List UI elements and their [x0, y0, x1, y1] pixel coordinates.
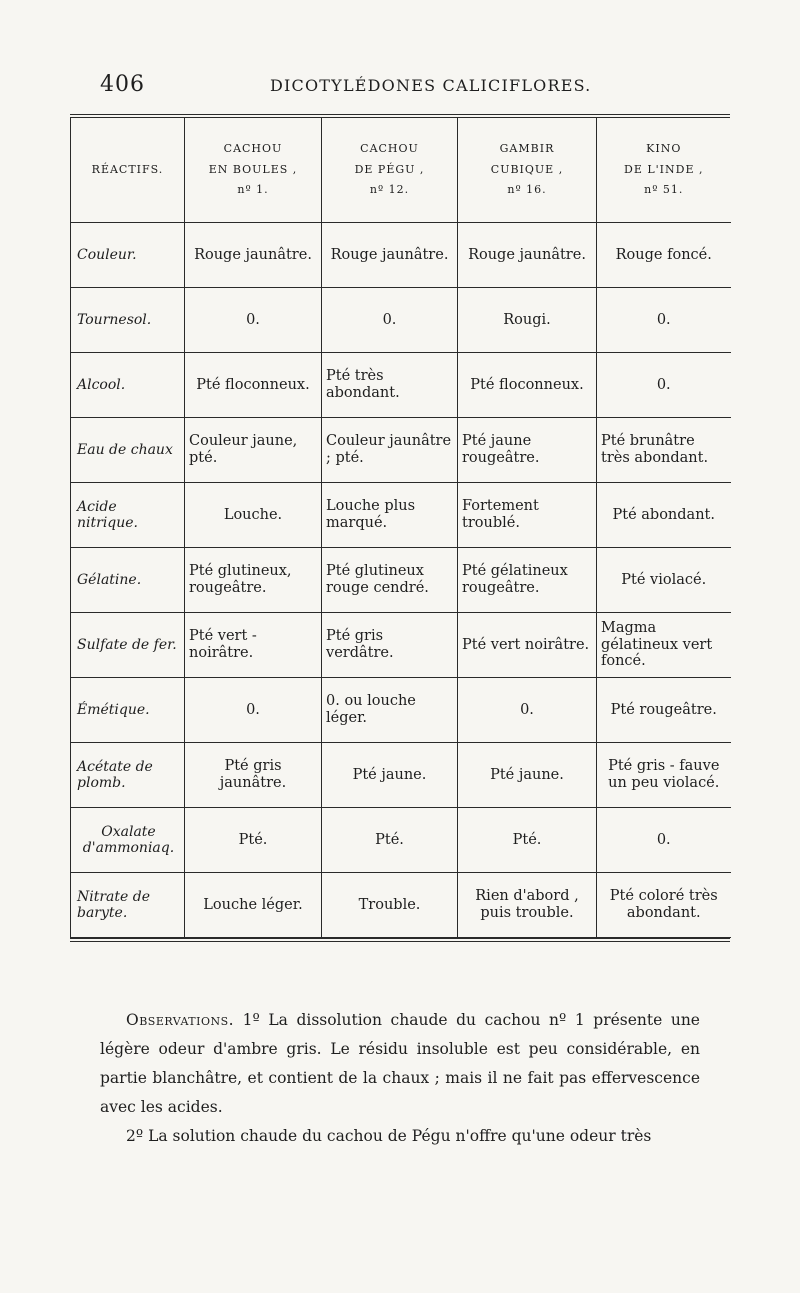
table-cell: Pté gris verdâtre. [322, 613, 458, 678]
table-cell: Rougi. [458, 288, 597, 353]
table-cell: Pté très abondant. [322, 353, 458, 418]
table-cell: Pté vert - noirâtre. [185, 613, 322, 678]
reagent-cell: Tournesol. [71, 288, 185, 353]
reagent-cell: Alcool. [71, 353, 185, 418]
table-cell: Pté gélatineux rougeâtre. [458, 548, 597, 613]
observations-section [100, 1006, 700, 1151]
table-cell: 0. [322, 288, 458, 353]
table-row-oxalate-d-ammoniaque [71, 808, 731, 873]
column-header-cachou-boules: CACHOU EN BOULES , nº 1. [185, 118, 322, 223]
observation-text-1: 1º La dissolution chaude du cachou nº 1 présente une légère odeur d'ambre gris. Le résidu insoluble est peu considérable, en partie blanchâtre, et contient de la chaux ; mais il ne fait pas effervescence avec les acides. [100, 1011, 700, 1116]
table-cell: Rien d'abord , puis trouble. [458, 873, 597, 938]
column-header-kino-inde: KINO DE L'INDE , nº 51. [597, 118, 731, 223]
table-row-eau-de-chaux [71, 418, 731, 483]
reagent-cell: Acide nitrique. [71, 483, 185, 548]
table-row-tournesol [71, 288, 731, 353]
reagent-cell: Acétate de plomb. [71, 743, 185, 808]
table-cell: 0. ou louche léger. [322, 678, 458, 743]
table-row-gelatine [71, 548, 731, 613]
table-cell: Pté glutineux, rougeâtre. [185, 548, 322, 613]
table-cell: Rouge foncé. [597, 223, 731, 288]
table-row-sulfate-de-fer [71, 613, 731, 678]
observations-heading: Observations. [126, 1011, 235, 1029]
reactions-table-wrapper [70, 114, 730, 942]
reagent-cell: Gélatine. [71, 548, 185, 613]
observation-paragraph-2 [100, 1122, 700, 1151]
table-cell: Couleur jaune, pté. [185, 418, 322, 483]
table-row-alcool [71, 353, 731, 418]
table-cell: Pté. [185, 808, 322, 873]
table-cell: Magma gélatineux vert foncé. [597, 613, 731, 678]
observation-text-2: 2º La solution chaude du cachou de Pégu n'offre qu'une odeur très [126, 1127, 652, 1145]
table-row-emetique [71, 678, 731, 743]
table-cell: Pté. [322, 808, 458, 873]
table-row-acide-nitrique [71, 483, 731, 548]
table-cell: Pté brunâtre très abondant. [597, 418, 731, 483]
reagent-cell: Couleur. [71, 223, 185, 288]
column-header-reactifs: RÉACTIFS. [71, 118, 185, 223]
table-cell: Pté coloré très abondant. [597, 873, 731, 938]
table-cell: 0. [597, 353, 731, 418]
table-cell: Pté gris jaunâtre. [185, 743, 322, 808]
table-cell: 0. [185, 288, 322, 353]
table-cell: 0. [597, 808, 731, 873]
table-cell: Pté. [458, 808, 597, 873]
running-title: DICOTYLÉDONES CALICIFLORES. [270, 76, 592, 95]
page-number: 406 [100, 72, 145, 97]
reagent-cell: Émétique. [71, 678, 185, 743]
reactions-table [70, 118, 731, 938]
table-cell: Pté glutineux rouge cendré. [322, 548, 458, 613]
table-cell: Pté jaune rougeâtre. [458, 418, 597, 483]
table-row-couleur [71, 223, 731, 288]
reagent-cell: Eau de chaux [71, 418, 185, 483]
table-cell: 0. [458, 678, 597, 743]
table-cell: 0. [597, 288, 731, 353]
table-cell: Trouble. [322, 873, 458, 938]
reagent-cell: Oxalate d'ammoniaq. [71, 808, 185, 873]
column-header-gambir-cubique: GAMBIR CUBIQUE , nº 16. [458, 118, 597, 223]
reagent-cell: Sulfate de fer. [71, 613, 185, 678]
table-cell: Couleur jaunâtre ; pté. [322, 418, 458, 483]
column-header-cachou-pegu: CACHOU DE PÉGU , nº 12. [322, 118, 458, 223]
table-cell: Rouge jaunâtre. [458, 223, 597, 288]
table-cell: Rouge jaunâtre. [185, 223, 322, 288]
table-cell: Louche. [185, 483, 322, 548]
table-cell: Pté gris - fauve un peu violacé. [597, 743, 731, 808]
table-cell: Pté violacé. [597, 548, 731, 613]
reagent-cell: Nitrate de baryte. [71, 873, 185, 938]
table-row-nitrate-de-baryte [71, 873, 731, 938]
observation-paragraph-1 [100, 1006, 700, 1122]
table-cell: Pté vert noirâtre. [458, 613, 597, 678]
table-header-row [71, 118, 731, 223]
table-cell: Fortement troublé. [458, 483, 597, 548]
table-cell: Rouge jaunâtre. [322, 223, 458, 288]
table-row-acetate-de-plomb [71, 743, 731, 808]
table-cell: Pté jaune. [458, 743, 597, 808]
table-cell: Pté rougeâtre. [597, 678, 731, 743]
table-cell: Pté jaune. [322, 743, 458, 808]
table-cell: Pté abondant. [597, 483, 731, 548]
table-cell: 0. [185, 678, 322, 743]
table-cell: Louche léger. [185, 873, 322, 938]
table-cell: Louche plus marqué. [322, 483, 458, 548]
table-cell: Pté floconneux. [185, 353, 322, 418]
table-cell: Pté floconneux. [458, 353, 597, 418]
